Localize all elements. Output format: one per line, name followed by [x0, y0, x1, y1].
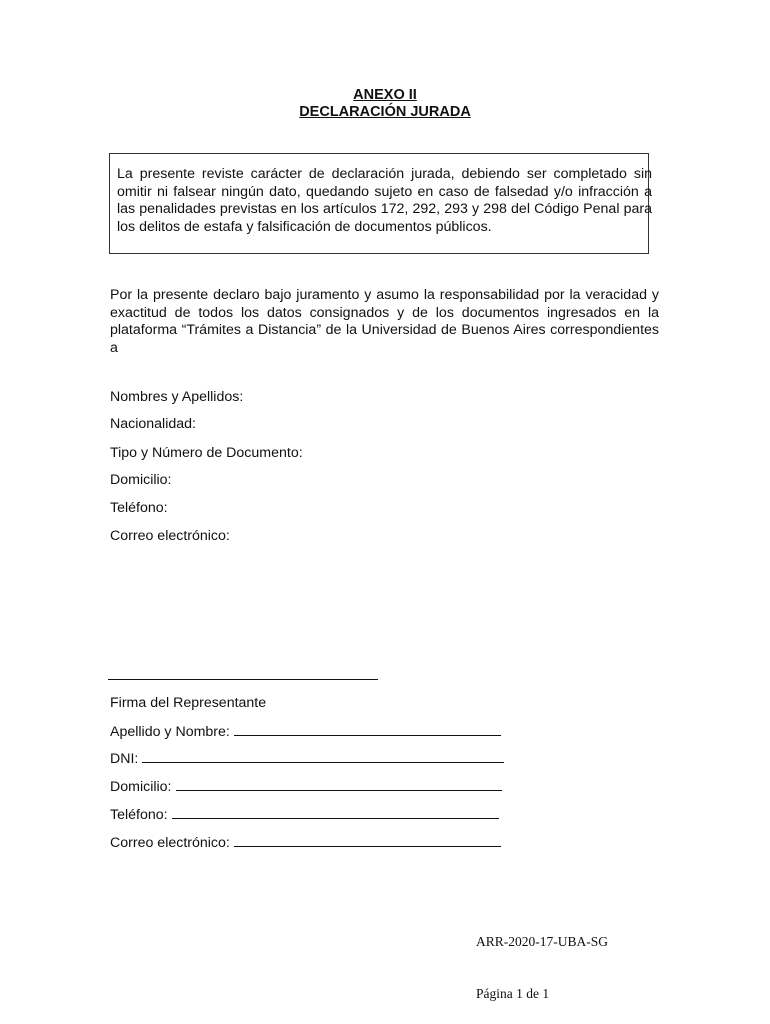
signature-fullname-label: Apellido y Nombre: — [110, 724, 230, 740]
signature-fullname-blank — [234, 723, 501, 736]
signature-phone — [110, 806, 499, 824]
declaration-paragraph: Por la presente declaro bajo juramento y asumo la responsabilidad por la veracidad y exactitud de todos los datos consignados y de los documentos ingresados en la plataforma “Trámites a Distancia” de la Universidad de Buenos Aires correspondientes a — [110, 287, 659, 356]
signature-fullname — [110, 723, 501, 741]
signature-dni — [110, 750, 504, 768]
signature-line — [108, 679, 378, 680]
signature-label: Firma del Representante — [110, 695, 267, 711]
signature-address — [110, 778, 502, 796]
field-document: Tipo y Número de Documento: — [110, 445, 303, 461]
signature-email-label: Correo electrónico: — [110, 835, 230, 851]
signature-email — [110, 834, 501, 852]
signature-dni-label: DNI: — [110, 751, 139, 767]
annex-heading: ANEXO II — [353, 87, 417, 103]
field-nationality: Nacionalidad: — [110, 416, 196, 432]
signature-email-blank — [234, 834, 501, 847]
title-block — [0, 87, 770, 121]
field-address: Domicilio: — [110, 472, 172, 488]
notice-text: La presente reviste carácter de declaración jurada, debiendo ser completado sin omitir ni falsear ningún dato, quedando sujeto en caso de falsedad y/o infracción a las penalidades previstas en los artículos 172, 292, 293 y 298 del Código Penal para los delitos de estafa y falsificación de documentos públicos. — [117, 166, 652, 235]
signature-dni-blank — [142, 750, 504, 763]
page-number: Página 1 de 1 — [476, 986, 550, 1001]
signature-phone-label: Teléfono: — [110, 807, 168, 823]
field-names: Nombres y Apellidos: — [110, 389, 244, 405]
signature-phone-blank — [172, 806, 499, 819]
field-email: Correo electrónico: — [110, 528, 230, 544]
signature-address-blank — [176, 778, 502, 791]
signature-address-label: Domicilio: — [110, 779, 172, 795]
field-phone: Teléfono: — [110, 500, 168, 516]
document-title: DECLARACIÓN JURADA — [299, 104, 471, 120]
reference-code: ARR-2020-17-UBA-SG — [476, 934, 609, 949]
